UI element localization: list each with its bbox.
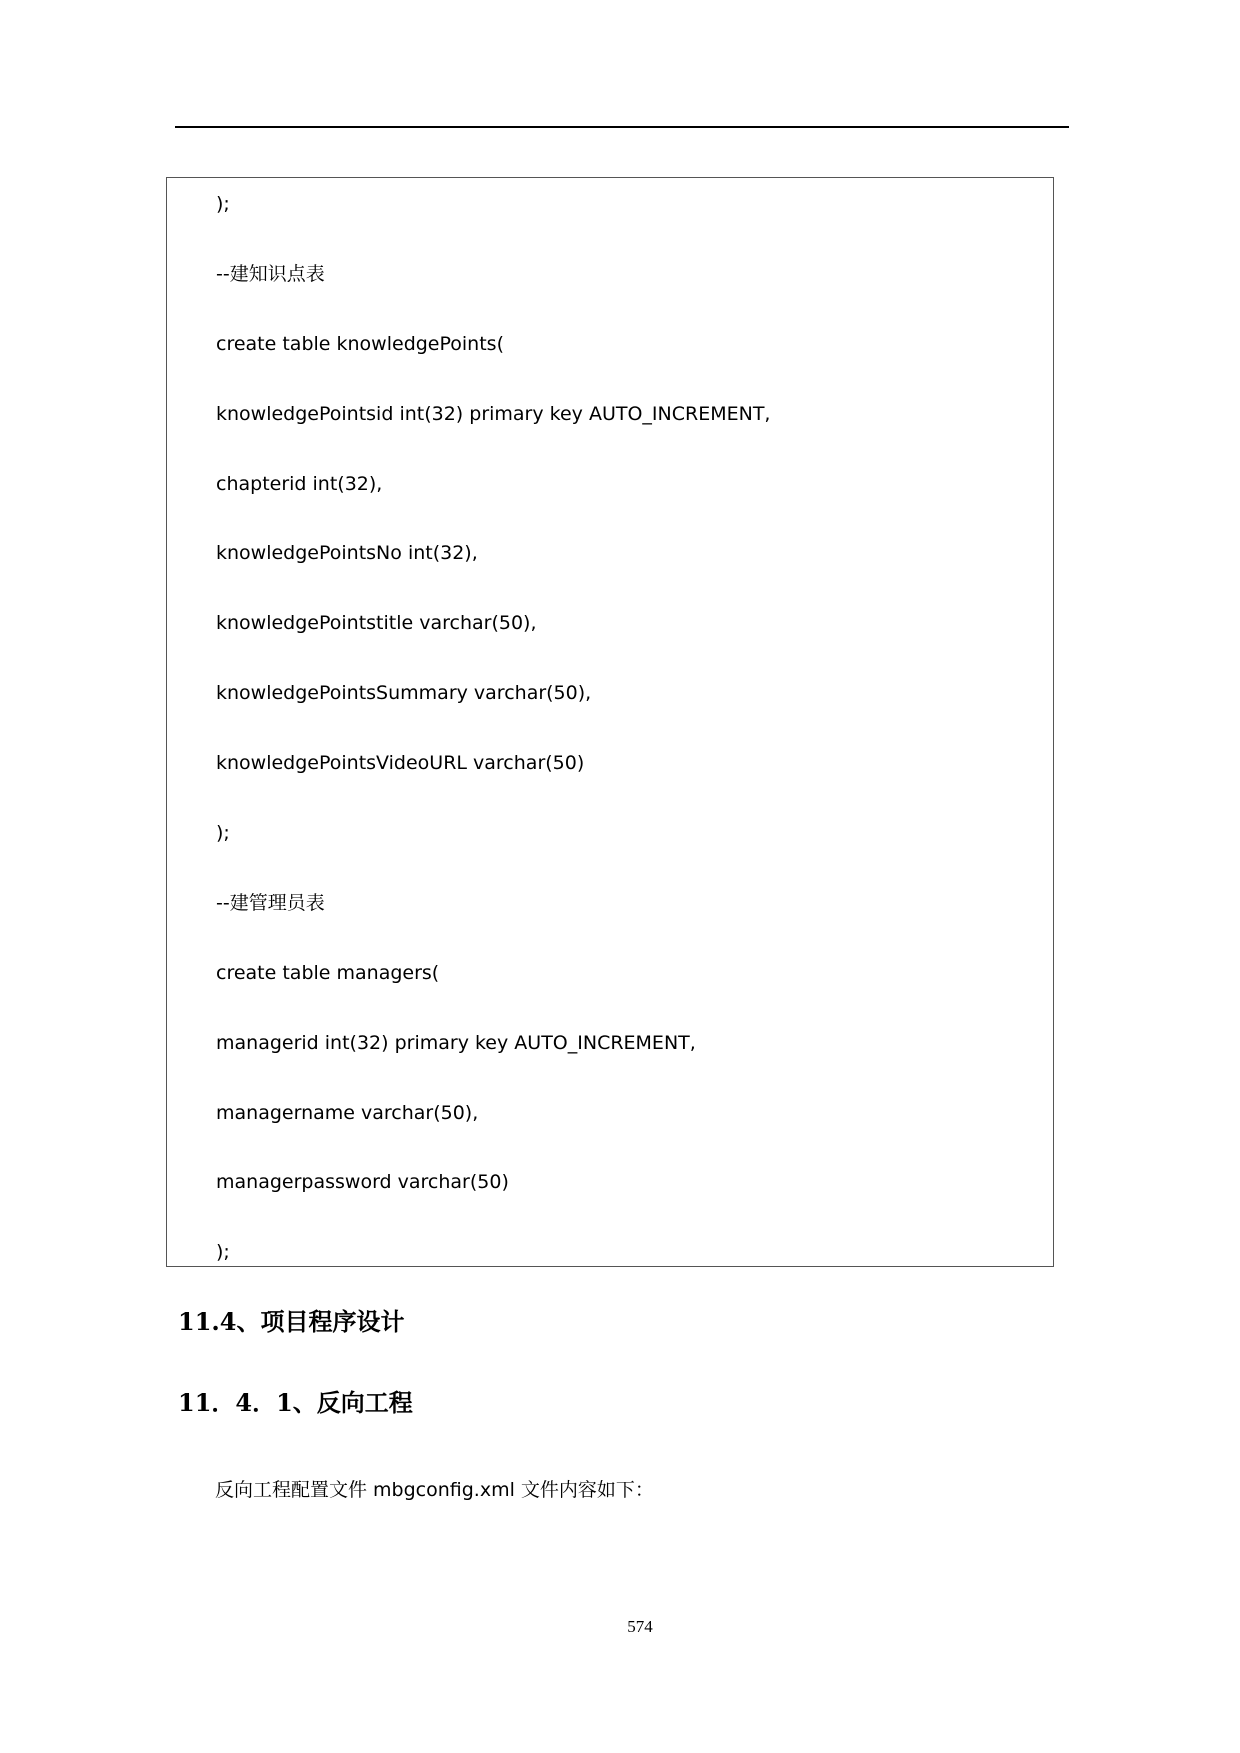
page-number: 574 bbox=[627, 1617, 653, 1636]
code-line: ); bbox=[216, 193, 230, 215]
section-heading: 11.4、项目程序设计 bbox=[178, 1307, 405, 1336]
subsection-heading: 11．4．1、反向工程 bbox=[178, 1388, 413, 1417]
code-line: managername varchar(50), bbox=[216, 1102, 479, 1124]
code-line: knowledgePointsid int(32) primary key AUTO_INCREMENT, bbox=[216, 403, 771, 425]
code-line: --建知识点表 bbox=[216, 263, 325, 285]
code-line: managerpassword varchar(50) bbox=[216, 1171, 509, 1193]
code-line: knowledgePointsVideoURL varchar(50) bbox=[216, 752, 585, 774]
code-line: --建管理员表 bbox=[216, 892, 325, 914]
code-line: knowledgePointsNo int(32), bbox=[216, 542, 478, 564]
code-line: ); bbox=[216, 1241, 230, 1263]
code-line: create table knowledgePoints( bbox=[216, 333, 504, 355]
code-line: ); bbox=[216, 822, 230, 844]
code-line: knowledgePointstitle varchar(50), bbox=[216, 612, 537, 634]
code-line: chapterid int(32), bbox=[216, 473, 383, 495]
body-paragraph: 反向工程配置文件 mbgconfig.xml 文件内容如下： bbox=[215, 1479, 654, 1501]
code-listing-box bbox=[166, 177, 1054, 1267]
code-line: create table managers( bbox=[216, 962, 440, 984]
code-line: knowledgePointsSummary varchar(50), bbox=[216, 682, 592, 704]
code-line: managerid int(32) primary key AUTO_INCREMENT, bbox=[216, 1032, 696, 1054]
header-rule bbox=[175, 126, 1069, 128]
